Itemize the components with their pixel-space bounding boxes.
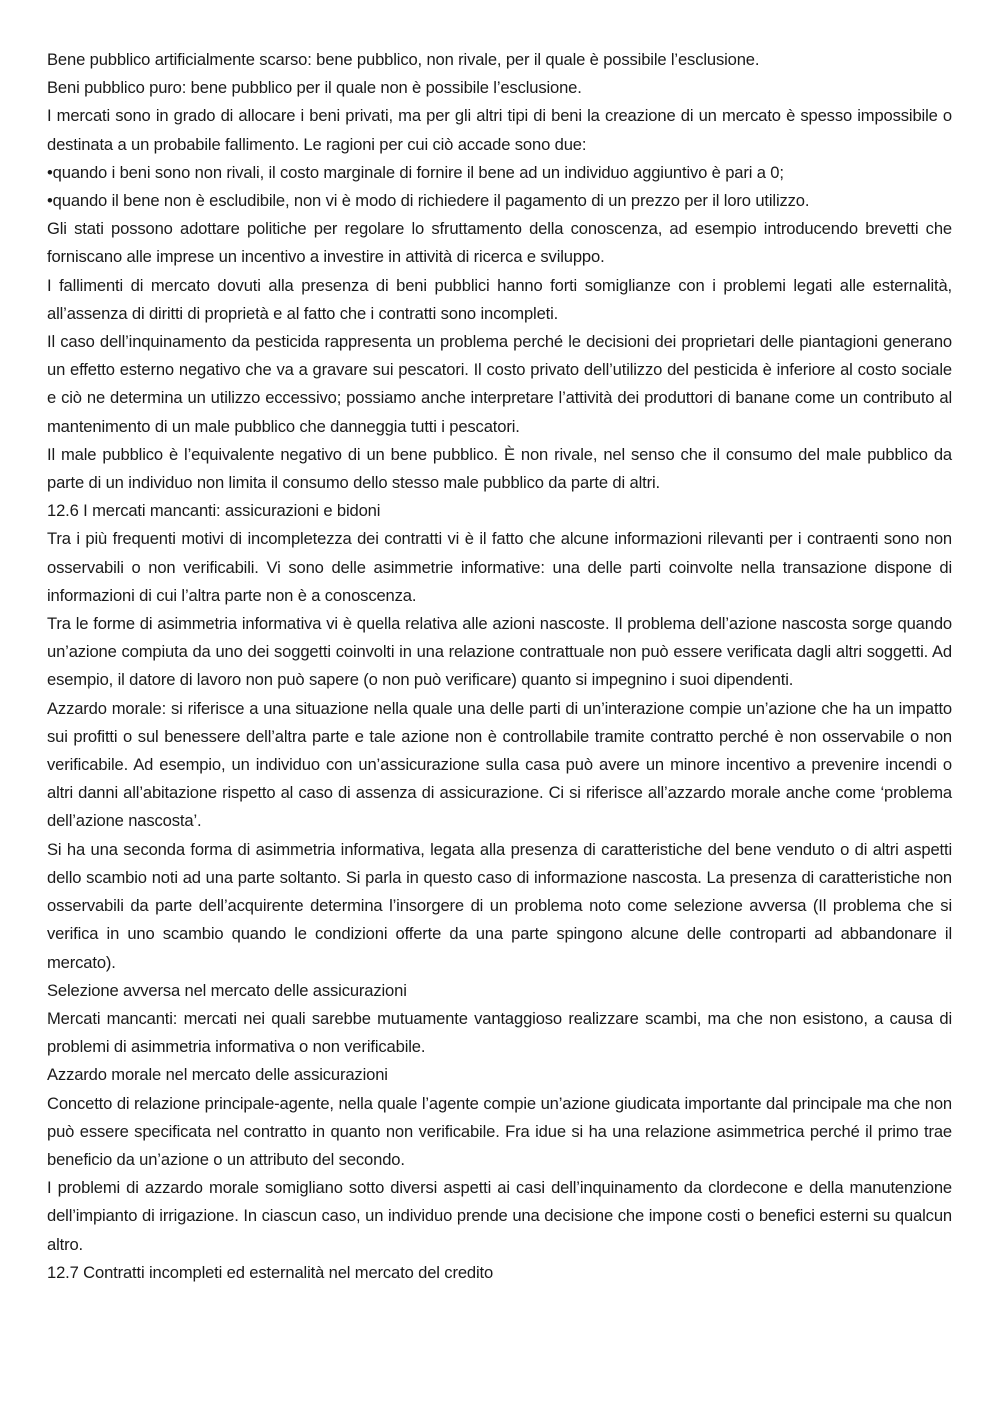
- paragraph-state-policies: Gli stati possono adottare politiche per regolare lo sfruttamento della conoscenza, ad esempio introducendo brevetti che forniscano alle imprese un incentivo a investire in attività di ricerca e sviluppo.: [47, 219, 952, 267]
- bullet-non-rival: •quando i beni sono non rivali, il costo marginale di fornire il bene ad un individuo aggiuntivo è pari a 0;: [47, 162, 784, 182]
- paragraph-pesticide-case: Il caso dell’inquinamento da pesticida rappresenta un problema perché le decisioni dei proprietari delle piantagioni generano un effetto esterno negativo che va a gravare sui pescatori. Il costo privato dell’utilizzo del pesticida è inferiore al costo sociale e ciò ne determina un utilizzo eccessivo; possiamo anche interpretare l’attività dei produttori di banane come un contributo al mantenimento di un male pubblico che danneggia tutti i pescatori.: [47, 332, 952, 436]
- paragraph-adverse-selection: Si ha una seconda forma di asimmetria informativa, legata alla presenza di caratteristiche del bene venduto o di altri aspetti dello scambio noti ad una parte soltanto. Si parla in questo caso di informazione nascosta. La presenza di caratteristiche non osservabili da parte dell’acquirente determina l’insorgere di un problema noto come selezione avversa (Il problema che si verifica in uno scambio quando le condizioni offerte da una parte spingono alcune delle controparti ad abbandonare il mercato).: [47, 839, 952, 972]
- section-heading-12-6: 12.6 I mercati mancanti: assicurazioni e bidoni: [47, 501, 381, 521]
- subheading-adverse-selection-insurance: Selezione avversa nel mercato delle assicurazioni: [47, 980, 407, 1000]
- bullet-non-excludable: •quando il bene non è escludibile, non vi è modo di richiedere il pagamento di un prezzo per il loro utilizzo.: [47, 191, 810, 211]
- section-heading-12-7: 12.7 Contratti incompleti ed esternalità nel mercato del credito: [47, 1262, 494, 1282]
- paragraph-artificially-scarce-good: Bene pubblico artificialmente scarso: bene pubblico, non rivale, per il quale è possibile l’esclusione.: [47, 50, 760, 69]
- paragraph-missing-markets: Mercati mancanti: mercati nei quali sarebbe mutuamente vantaggioso realizzare scambi, ma che non esistono, a causa di problemi di asimmetria informativa o non verificabile.: [47, 1008, 952, 1057]
- paragraph-pure-public-good: Beni pubblico puro: bene pubblico per il quale non è possibile l’esclusione.: [47, 78, 582, 98]
- paragraph-market-failures: I fallimenti di mercato dovuti alla presenza di beni pubblici hanno forti somiglianze con i problemi legati alle esternalità, all’assenza di diritti di proprietà e al fatto che i contratti sono incompleti.: [47, 275, 952, 323]
- document-page: [47, 46, 952, 1287]
- paragraph-public-bad: Il male pubblico è l’equivalente negativo di un bene pubblico. È non rivale, nel senso che il consumo del male pubblico da parte di un individuo non limita il consumo dello stesso male pubblico da parte di altri.: [47, 444, 952, 493]
- paragraph-moral-hazard-externalities: I problemi di azzardo morale somigliano sotto diversi aspetti ai casi dell’inquinamento da clordecone e della manutenzione dell’impianto di irrigazione. In ciascun caso, un individuo prende una decisione che impone costi o benefici esterni su qualcun altro.: [47, 1178, 952, 1254]
- subheading-moral-hazard-insurance: Azzardo morale nel mercato delle assicurazioni: [47, 1065, 388, 1085]
- paragraph-principal-agent: Concetto di relazione principale-agente, nella quale l’agente compie un’azione giudicata importante dal principale ma che non può essere specificata nel contratto in quanto non verificabile. Fra idue si ha una relazione asimmetrica perché il primo trae beneficio da un’azione o un attributo del secondo.: [47, 1093, 952, 1169]
- paragraph-moral-hazard: Azzardo morale: si riferisce a una situazione nella quale una delle parti di un’interazione compie un’azione che ha un impatto sui profitti o sul benessere dell’altra parte e tale azione non è controllabile tramite contratto perché è non osservabile o non verificabile. Ad esempio, un individuo con un’assicurazione sulla casa può avere un minore incentivo a prevenire incendi o altri danni all’abitazione rispetto al caso di assenza di assicurazione. Ci si riferisce all’azzardo morale anche come ‘problema dell’azione nascosta’.: [47, 698, 952, 831]
- paragraph-markets-allocation: I mercati sono in grado di allocare i beni privati, ma per gli altri tipi di beni la creazione di un mercato è spesso impossibile o destinata a un probabile fallimento. Le ragioni per cui ciò accade sono due:: [47, 106, 952, 154]
- paragraph-information-asymmetry: Tra i più frequenti motivi di incompletezza dei contratti vi è il fatto che alcune informazioni rilevanti per i contraenti sono non osservabili o non verificabili. Vi sono delle asimmetrie informative: una delle parti coinvolte nella transazione dispone di informazioni di cui l’altra parte non è a conoscenza.: [47, 529, 952, 605]
- paragraph-hidden-actions: Tra le forme di asimmetria informativa vi è quella relativa alle azioni nascoste. Il problema dell’azione nascosta sorge quando un’azione compiuta da uno dei soggetti coinvolti in una relazione contrattuale non può essere verificata dagli altri soggetti. Ad esempio, il datore di lavoro non può sapere (o non può verificare) quanto si impegnino i suoi dipendenti.: [47, 614, 952, 690]
